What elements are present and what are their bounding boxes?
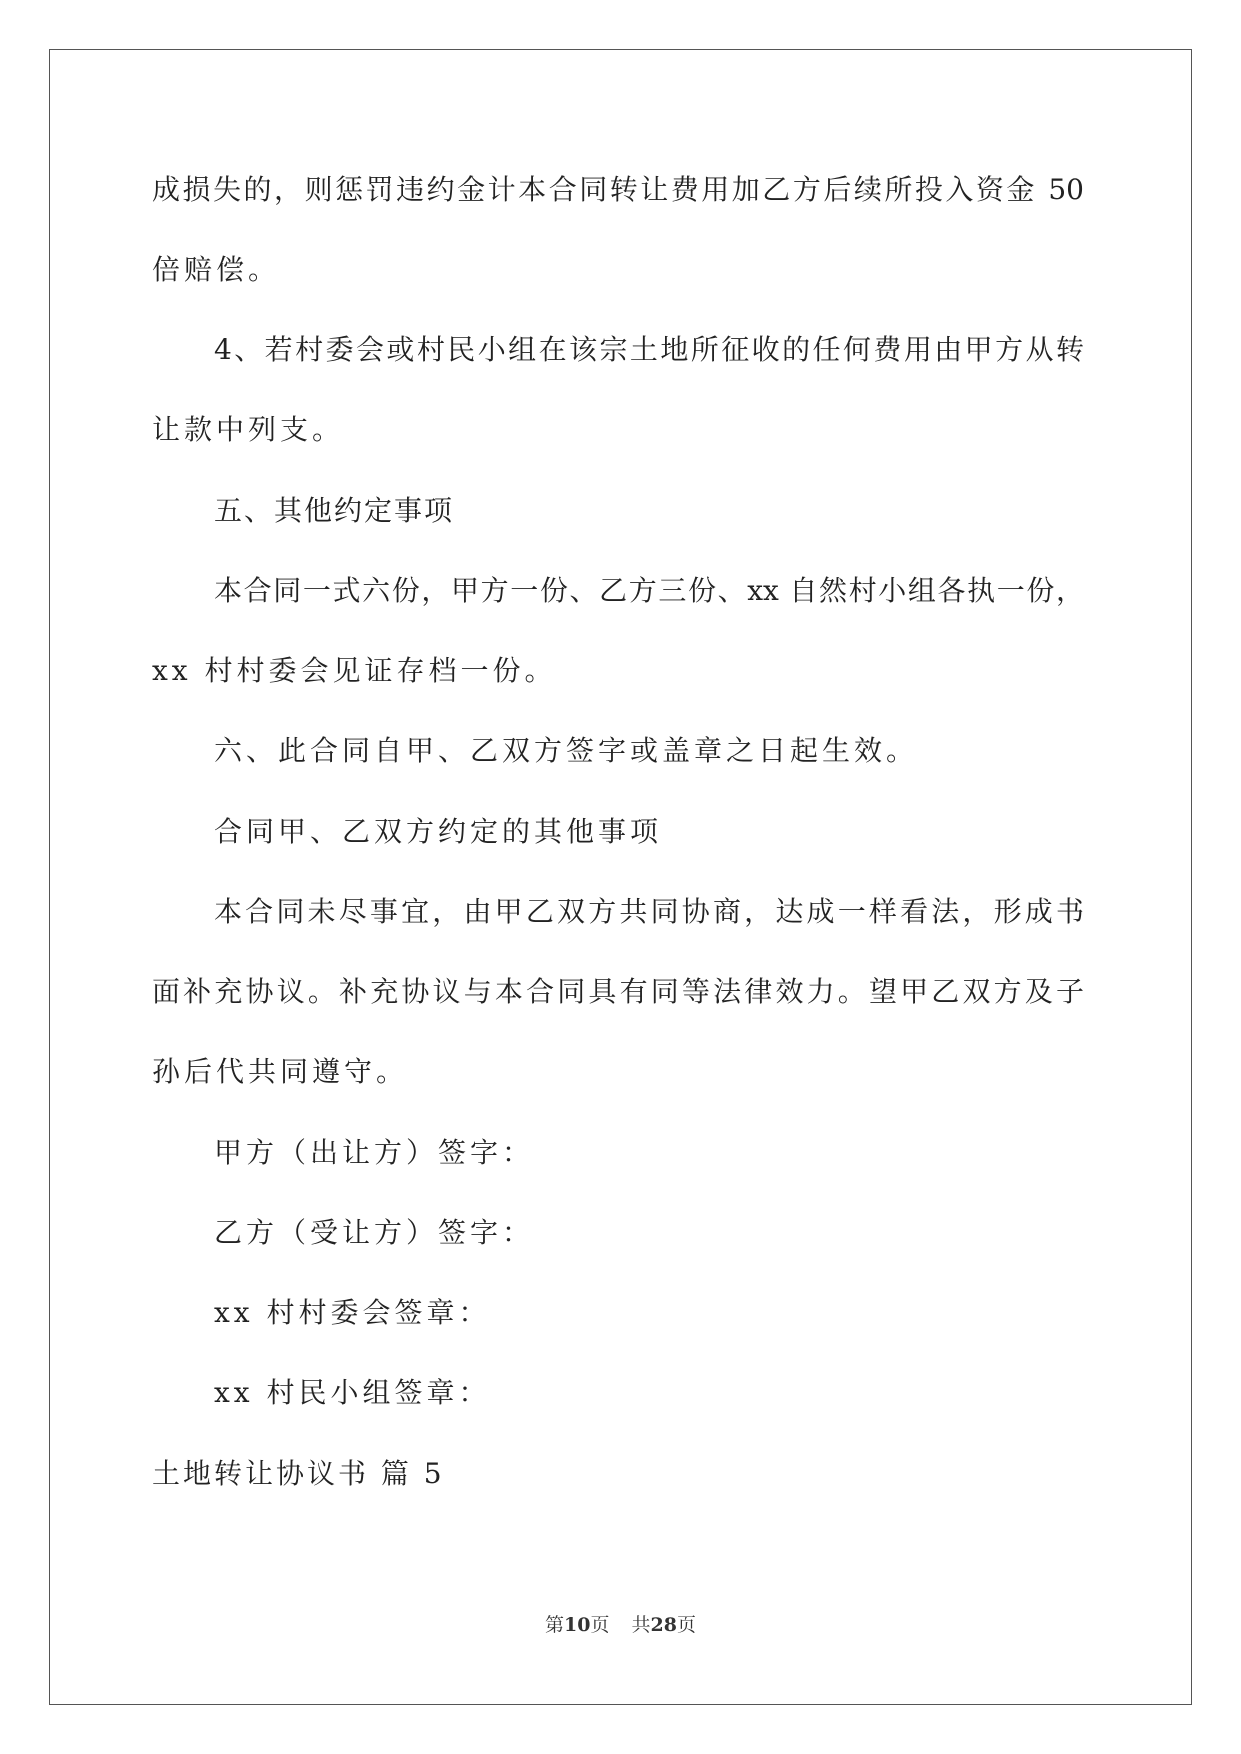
supplement-line-3: 孙后代共同遵守。: [152, 1055, 409, 1088]
villager-group-seal: xx 村民小组签章：: [214, 1376, 491, 1409]
page-footer: [0, 1613, 1241, 1637]
body-line-1: 成损失的，则惩罚违约金计本合同转让费用加乙方后续所投入资金 50: [152, 173, 1084, 206]
section-heading-effective: 六、此合同自甲、乙双方签字或盖章之日起生效。: [214, 734, 919, 767]
total-pages: 28: [650, 1614, 677, 1636]
next-section-title: 土地转让协议书 篇 5: [152, 1457, 445, 1490]
body-line-2: 倍赔偿。: [152, 253, 281, 286]
total-suffix: 页: [676, 1614, 696, 1636]
village-committee-seal: xx 村村委会签章：: [214, 1296, 491, 1329]
total-prefix: 共: [631, 1614, 651, 1636]
page-number: 10: [564, 1614, 591, 1636]
clause-4-line-2: 让款中列支。: [152, 413, 345, 446]
supplement-line-2: 面补充协议。补充协议与本合同具有同等法律效力。望甲乙双方及子: [152, 975, 1084, 1008]
supplement-line-1: 本合同未尽事宜，由甲乙双方共同协商，达成一样看法，形成书: [214, 895, 1084, 928]
section-heading-other-matters: 五、其他约定事项: [214, 494, 455, 527]
page-suffix: 页: [590, 1614, 610, 1636]
other-matters-heading: 合同甲、乙双方约定的其他事项: [214, 815, 663, 848]
party-b-signature: 乙方（受让方）签字：: [214, 1216, 535, 1249]
copies-line-1: 本合同一式六份，甲方一份、乙方三份、xx 自然村小组各执一份，: [214, 574, 1084, 607]
party-a-signature: 甲方（出让方）签字：: [214, 1136, 535, 1169]
page-prefix: 第: [545, 1614, 565, 1636]
copies-line-2: xx 村村委会见证存档一份。: [152, 654, 557, 687]
clause-4-line-1: 4、若村委会或村民小组在该宗土地所征收的任何费用由甲方从转: [214, 333, 1084, 366]
